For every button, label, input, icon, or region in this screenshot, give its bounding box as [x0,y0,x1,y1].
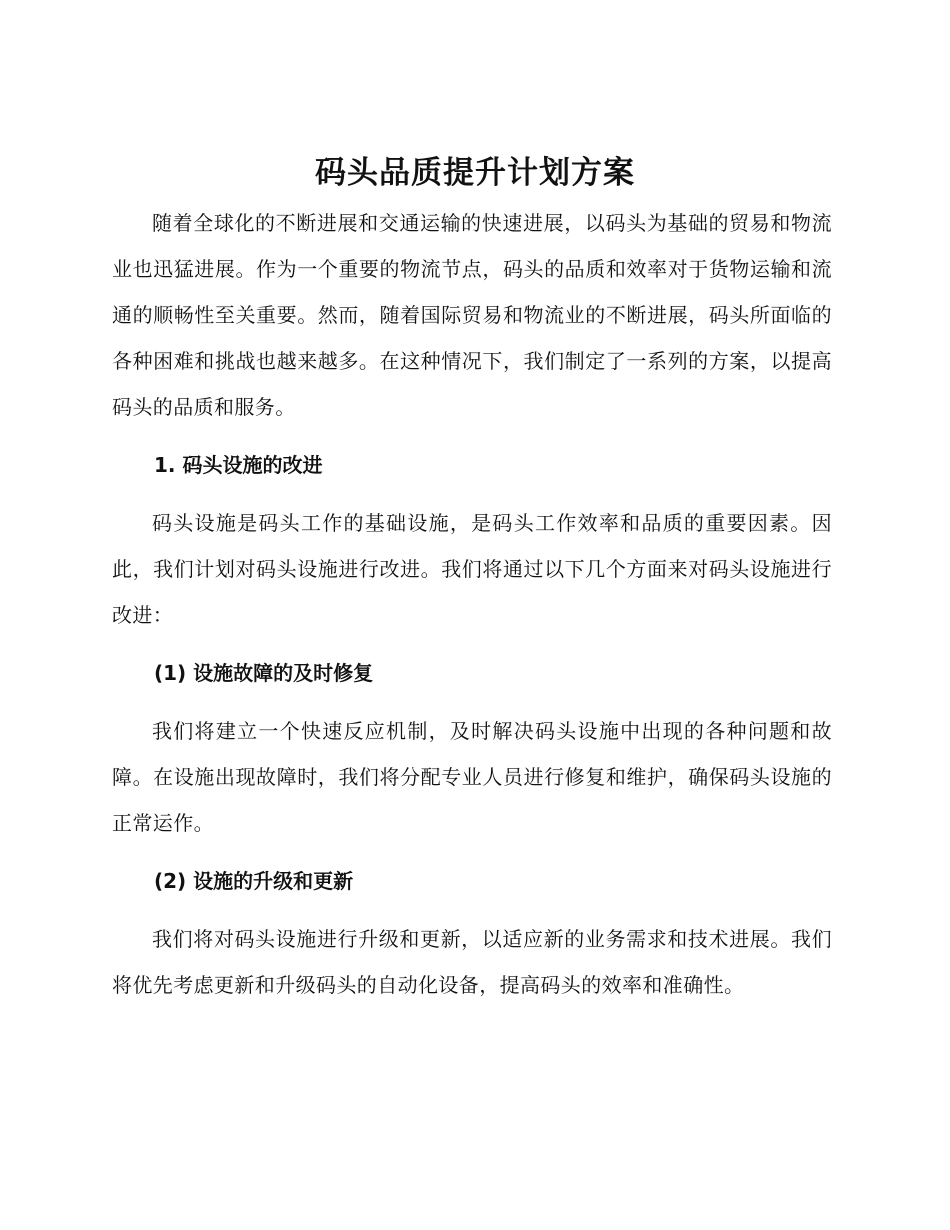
section-1-paragraph: 码头设施是码头工作的基础设施，是码头工作效率和品质的重要因素。因此，我们计划对码头设施进行改进。我们将通过以下几个方面来对码头设施进行改进： [112,511,832,627]
subsection-2-heading: (2) 设施的升级和更新 [154,869,354,893]
document-title: 码头品质提升计划方案 [315,155,635,191]
subsection-1-heading: (1) 设施故障的及时修复 [154,661,374,685]
subsection-2-paragraph: 我们将对码头设施进行升级和更新，以适应新的业务需求和技术进展。我们将优先考虑更新和升级码头的自动化设备，提高码头的效率和准确性。 [112,927,832,997]
subsection-1-paragraph: 我们将建立一个快速反应机制，及时解决码头设施中出现的各种问题和故障。在设施出现故障时，我们将分配专业人员进行修复和维护，确保码头设施的正常运作。 [112,719,832,835]
document-body [112,200,832,1008]
section-1-heading: 1. 码头设施的改进 [154,453,323,477]
intro-paragraph: 随着全球化的不断进展和交通运输的快速进展，以码头为基础的贸易和物流业也迅猛进展。作为一个重要的物流节点，码头的品质和效率对于货物运输和流通的顺畅性至关重要。然而，随着国际贸易和物流业的不断进展，码头所面临的各种困难和挑战也越来越多。在这种情况下，我们制定了一系列的方案，以提高码头的品质和服务。 [112,211,832,419]
